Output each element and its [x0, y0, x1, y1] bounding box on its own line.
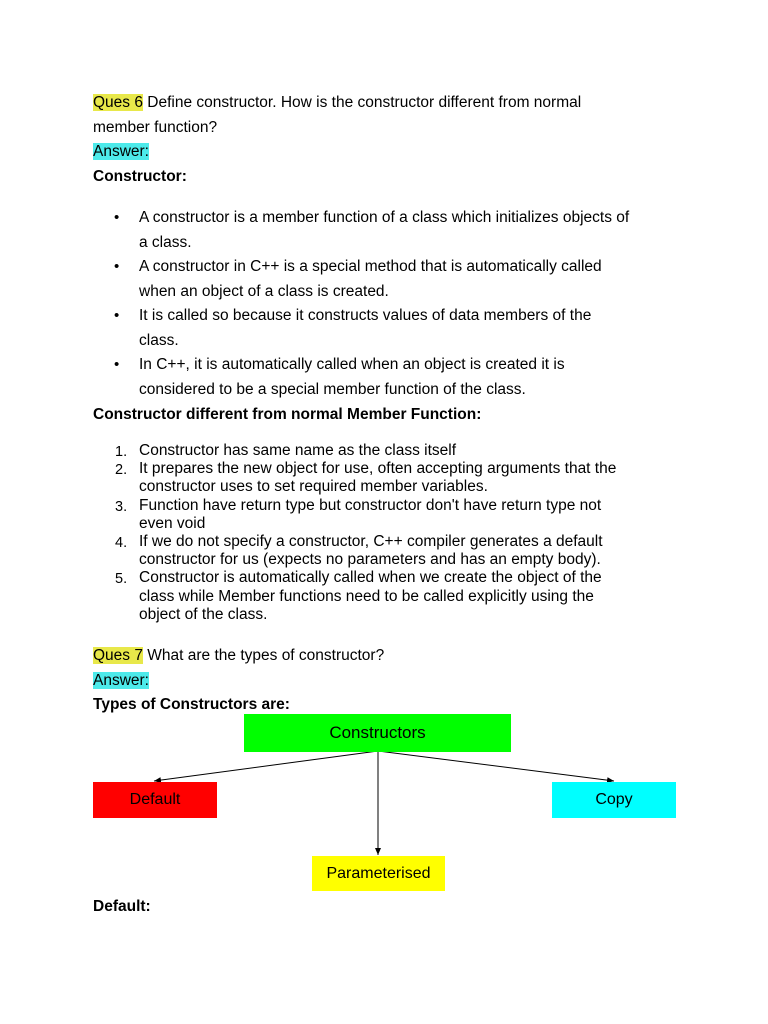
diagram-node-copy: Copy	[552, 782, 676, 818]
diagram-node-constructors: Constructors	[244, 714, 511, 752]
constructor-heading: Constructor:	[93, 167, 187, 185]
bullet-line: It is called so because it constructs values of data members of the	[139, 307, 592, 324]
numbered-line: constructor for us (expects no parameters and has an empty body).	[139, 551, 601, 569]
default-heading: Default:	[93, 898, 151, 915]
item-number: 2.	[115, 462, 128, 479]
answer-label: Answer:	[93, 671, 149, 689]
bullet-line: In C++, it is automatically called when an object is created it is	[139, 356, 565, 373]
bullet-dot-icon: •	[114, 356, 120, 373]
question-7-label: Ques 7	[93, 647, 143, 664]
types-heading: Types of Constructors are:	[93, 696, 290, 713]
difference-heading: Constructor different from normal Member Function:	[93, 406, 482, 423]
bullet-line: A constructor in C++ is a special method that is automatically called	[139, 258, 602, 275]
numbered-line: Constructor is automatically called when we create the object of the	[139, 569, 602, 587]
bullet-line: considered to be a special member function of the class.	[139, 380, 526, 398]
item-number: 5.	[115, 571, 128, 588]
bullet-line: a class.	[139, 233, 192, 251]
question-6-text-line2: member function?	[93, 118, 218, 136]
bullet-line: class.	[139, 331, 179, 349]
item-number: 1.	[115, 444, 128, 460]
bullet-dot-icon: •	[114, 307, 120, 324]
numbered-line: class while Member functions need to be called explicitly using the	[139, 587, 594, 605]
numbered-line: It prepares the new object for use, often accepting arguments that the	[139, 460, 617, 478]
numbered-line: even void	[139, 514, 206, 532]
numbered-line: Function have return type but constructor don't have return type not	[139, 496, 602, 514]
numbered-line: If we do not specify a constructor, C++ compiler generates a default	[139, 533, 603, 551]
bullet-line: when an object of a class is created.	[139, 282, 389, 300]
bullet-dot-icon: •	[114, 258, 120, 275]
question-6-text-line1: Define constructor. How is the constructor different from normal	[142, 94, 582, 111]
item-number: 3.	[115, 498, 128, 515]
numbered-line: constructor uses to set required member variables.	[139, 478, 488, 496]
question-6-label: Ques 6	[93, 94, 143, 111]
diagram-node-default: Default	[93, 782, 217, 818]
question-7-text: What are the types of constructor?	[142, 647, 385, 664]
bullet-line: A constructor is a member function of a class which initializes objects of	[139, 209, 630, 226]
diagram-node-parameterised: Parameterised	[312, 856, 445, 891]
numbered-line: Constructor has same name as the class itself	[139, 442, 457, 459]
bullet-dot-icon: •	[114, 209, 120, 226]
numbered-line: object of the class.	[139, 605, 268, 623]
arrow-to-copy	[378, 751, 614, 781]
arrow-to-default	[154, 751, 378, 781]
item-number: 4.	[115, 535, 128, 552]
answer-label: Answer:	[93, 143, 149, 160]
